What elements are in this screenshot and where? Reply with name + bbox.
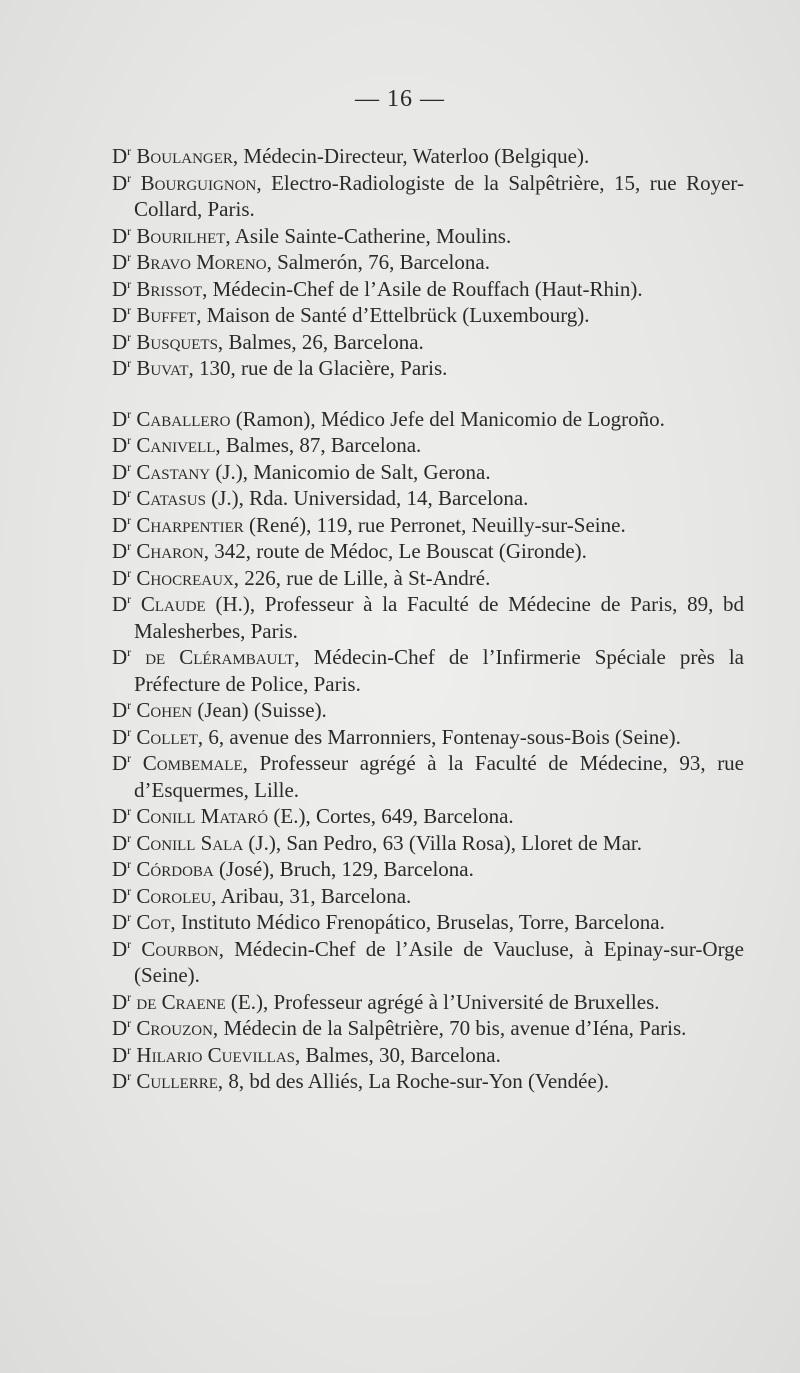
directory-entry <box>112 170 744 223</box>
directory-entry <box>112 1042 744 1069</box>
doctor-details: Asile Sainte-Catherine, Moulins. <box>234 223 512 248</box>
doctor-details: Salmerón, 76, Barcelona. <box>277 250 490 274</box>
directory-entry <box>112 989 744 1016</box>
doctor-name: Cot, <box>136 910 176 934</box>
doctor-abbrev: $D^r$ <box>112 223 132 248</box>
doctor-details: 130, rue de la Glacière, Paris. <box>199 356 448 380</box>
doctor-name: Buffet, <box>136 303 202 327</box>
doctor-name: Castany <box>136 459 211 484</box>
doctor-details: Médecin-Chef de l’Asile de Rouffach (Haut-Rhin). <box>212 276 643 301</box>
directory-entry <box>112 143 744 170</box>
doctor-abbrev: $D^r$ <box>112 751 132 775</box>
doctor-name: Córdoba <box>136 857 214 881</box>
doctor-details: Balmes, 30, Barcelona. <box>305 1042 501 1067</box>
doctor-name: Bravo Moreno, <box>136 250 272 274</box>
doctor-name: Brissot, <box>136 276 208 301</box>
doctor-abbrev: $D^r$ <box>112 1016 132 1040</box>
doctor-abbrev: $D^r$ <box>112 512 132 537</box>
directory-entry <box>112 329 744 356</box>
doctor-details: (J.), Rda. Universidad, 14, Barcelona. <box>211 486 529 510</box>
doctor-abbrev: $D^r$ <box>112 724 132 749</box>
doctor-details: Aribau, 31, Barcelona. <box>220 883 412 908</box>
doctor-abbrev: $D^r$ <box>112 276 132 301</box>
doctor-details: Médecin-Directeur, Waterloo (Belgique). <box>243 144 590 168</box>
doctor-details: Médecin de la Salpêtrière, 70 bis, avenue d’Iéna, Paris. <box>223 1016 687 1040</box>
doctor-name: Courbon, <box>141 936 225 961</box>
doctor-details: Electro-Radiologiste de la Salpêtrière, 15, rue Royer-Collard, Paris. <box>134 170 745 221</box>
doctor-name: de Craene <box>136 989 226 1014</box>
doctor-name: Charon, <box>136 539 210 563</box>
directory-entry <box>112 644 744 697</box>
doctor-abbrev: $D^r$ <box>112 144 132 168</box>
doctor-abbrev: $D^r$ <box>112 1042 132 1067</box>
doctor-name: Charpentier <box>136 512 244 537</box>
directory-entry <box>112 565 744 592</box>
page-number: — 16 — <box>355 86 445 112</box>
doctor-abbrev: $D^r$ <box>112 539 132 563</box>
doctor-abbrev: $D^r$ <box>112 830 132 855</box>
doctor-details: (Ramon), Médico Jefe del Manicomio de Logroño. <box>235 406 665 431</box>
doctor-abbrev: $D^r$ <box>112 645 132 669</box>
doctor-name: Catasus <box>136 486 206 510</box>
directory-entry <box>112 724 744 751</box>
doctor-name: Caballero <box>136 406 231 431</box>
doctor-details: (E.), Cortes, 649, Barcelona. <box>273 804 514 828</box>
directory-entry <box>112 432 744 459</box>
doctor-abbrev: $D^r$ <box>112 329 132 354</box>
doctor-name: Crouzon, <box>136 1016 219 1040</box>
doctor-abbrev: $D^r$ <box>112 250 132 274</box>
directory-entry <box>112 830 744 857</box>
doctor-name: Bourguignon, <box>140 170 262 195</box>
doctor-name: Canivell, <box>136 433 221 457</box>
directory-entry <box>112 406 744 433</box>
doctor-name: Cullerre, <box>136 1069 224 1093</box>
doctor-abbrev: $D^r$ <box>112 804 132 828</box>
directory-entry <box>112 223 744 250</box>
directory-entry <box>112 512 744 539</box>
doctor-abbrev: $D^r$ <box>112 936 132 961</box>
directory-entry <box>112 856 744 883</box>
doctor-details: Balmes, 26, Barcelona. <box>228 329 424 354</box>
doctor-details: Médecin-Chef de l’Infirmerie Spéciale près la Préfecture de Police, Paris. <box>134 645 744 696</box>
doctor-name: Conill Mataró <box>136 804 269 828</box>
directory-entry <box>112 485 744 512</box>
directory-entry <box>112 276 744 303</box>
doctor-details: 342, route de Médoc, Le Bouscat (Gironde). <box>214 539 587 563</box>
directory-entry <box>112 803 744 830</box>
doctor-abbrev: $D^r$ <box>112 303 132 327</box>
doctor-details: Balmes, 87, Barcelona. <box>225 433 422 457</box>
doctor-abbrev: $D^r$ <box>112 698 132 722</box>
doctor-abbrev: $D^r$ <box>112 857 132 881</box>
doctor-abbrev: $D^r$ <box>112 459 132 484</box>
doctor-abbrev: $D^r$ <box>112 1069 132 1093</box>
doctor-name: de Clérambault, <box>145 645 300 669</box>
doctor-abbrev: $D^r$ <box>112 883 132 908</box>
directory-entry <box>112 936 744 989</box>
doctor-abbrev: $D^r$ <box>112 406 132 431</box>
directory-entry <box>112 355 744 382</box>
doctor-name: Hilario Cuevillas, <box>136 1042 301 1067</box>
doctor-name: Conill Sala <box>136 830 244 855</box>
doctor-name: Boulanger, <box>136 144 239 168</box>
doctor-abbrev: $D^r$ <box>112 592 132 616</box>
directory-entry <box>112 591 744 644</box>
doctor-name: Combemale, <box>142 751 248 775</box>
doctor-details: (J.), Manicomio de Salt, Gerona. <box>215 459 491 484</box>
doctor-name: Busquets, <box>136 329 224 354</box>
doctor-details: (E.), Professeur agrégé à l’Université de Bruxelles. <box>230 989 660 1014</box>
doctor-name: Collet, <box>136 724 204 749</box>
doctor-details: Instituto Médico Frenopático, Bruselas, Torre, Barcelona. <box>180 910 665 934</box>
doctor-details: 226, rue de Lille, à St-André. <box>244 565 491 590</box>
doctor-abbrev: $D^r$ <box>112 910 132 934</box>
doctor-name: Cohen <box>136 698 193 722</box>
directory-entry <box>112 697 744 724</box>
doctor-abbrev: $D^r$ <box>112 565 132 590</box>
directory-list <box>112 143 744 1095</box>
doctor-abbrev: $D^r$ <box>112 170 132 195</box>
directory-entry <box>112 538 744 565</box>
directory-entry <box>112 909 744 936</box>
doctor-details: (H.), Professeur à la Faculté de Médecine de Paris, 89, bd Malesherbes, Paris. <box>134 592 745 643</box>
directory-entry <box>112 1068 744 1095</box>
doctor-details: (Jean) (Suisse). <box>197 698 327 722</box>
doctor-abbrev: $D^r$ <box>112 486 132 510</box>
doctor-details: 6, avenue des Marronniers, Fontenay-sous-Bois (Seine). <box>208 724 681 749</box>
directory-entry <box>112 249 744 276</box>
directory-entry <box>112 459 744 486</box>
directory-entry <box>112 750 744 803</box>
doctor-details: Professeur agrégé à la Faculté de Médecine, 93, rue d’Esquermes, Lille. <box>134 751 745 802</box>
doctor-details: (René), 119, rue Perronet, Neuilly-sur-Seine. <box>249 512 626 537</box>
doctor-details: 8, bd des Alliés, La Roche-sur-Yon (Vendée). <box>228 1069 610 1093</box>
doctor-details: Maison de Santé d’Ettelbrück (Luxembourg). <box>206 303 590 327</box>
doctor-abbrev: $D^r$ <box>112 989 132 1014</box>
directory-entry <box>112 302 744 329</box>
doctor-details: Médecin-Chef de l’Asile de Vaucluse, à Epinay-sur-Orge (Seine). <box>134 936 745 987</box>
doctor-name: Chocreaux, <box>136 565 240 590</box>
doctor-abbrev: $D^r$ <box>112 356 132 380</box>
doctor-name: Coroleu, <box>136 883 217 908</box>
directory-entry <box>112 1015 744 1042</box>
doctor-name: Claude <box>140 592 206 616</box>
doctor-abbrev: $D^r$ <box>112 433 132 457</box>
doctor-name: Buvat, <box>136 356 194 380</box>
doctor-name: Bourilhet, <box>136 223 231 248</box>
doctor-details: (José), Bruch, 129, Barcelona. <box>219 857 474 881</box>
directory-entry <box>112 883 744 910</box>
doctor-details: (J.), San Pedro, 63 (Villa Rosa), Lloret de Mar. <box>248 830 642 855</box>
